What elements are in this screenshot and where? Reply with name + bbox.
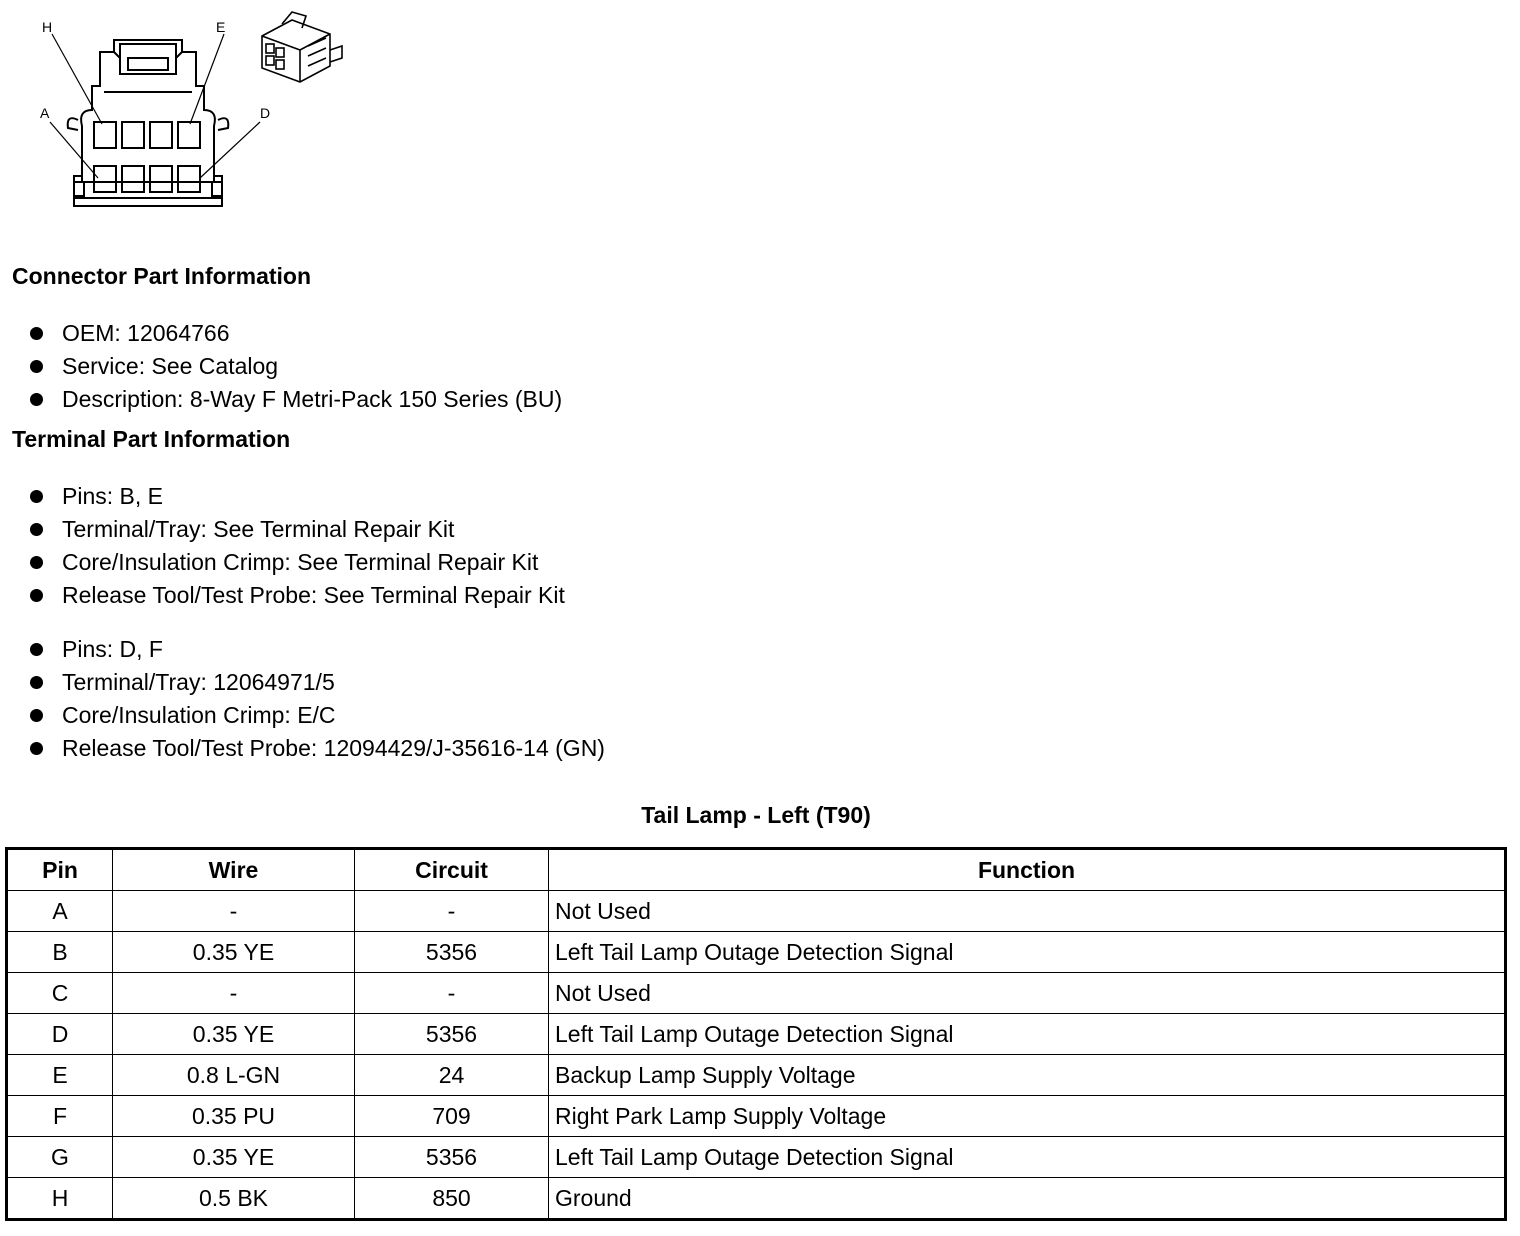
connector-diagram [30,6,360,218]
cell-circuit: - [355,891,549,932]
list-item: Terminal/Tray: See Terminal Repair Kit [28,513,565,546]
header-pin: Pin [7,849,113,891]
cell-pin: F [7,1096,113,1137]
cell-circuit: 5356 [355,1137,549,1178]
header-circuit: Circuit [355,849,549,891]
cell-circuit: 24 [355,1055,549,1096]
table-row [7,1055,1506,1096]
list-item: Service: See Catalog [28,350,562,383]
list-item: OEM: 12064766 [28,317,562,350]
cell-wire: 0.35 YE [113,1137,355,1178]
table-row [7,1137,1506,1178]
pin-label-H: H [42,19,53,35]
pin-label-D: D [260,105,271,121]
cell-pin: H [7,1178,113,1220]
list-item: Core/Insulation Crimp: See Terminal Repair Kit [28,546,565,579]
cell-pin: A [7,891,113,932]
table-row [7,1014,1506,1055]
list-item: Pins: B, E [28,480,565,513]
table-row [7,973,1506,1014]
cell-wire: 0.8 L-GN [113,1055,355,1096]
terminal-info-list-2 [28,633,605,765]
list-item: Description: 8-Way F Metri-Pack 150 Series (BU) [28,383,562,416]
cell-circuit: - [355,973,549,1014]
cavity-A [94,166,116,192]
cavity-D [178,166,200,192]
cell-function: Not Used [549,973,1506,1014]
list-item: Core/Insulation Crimp: E/C [28,699,605,732]
cavity-H [94,122,116,148]
cell-function: Not Used [549,891,1506,932]
table-header-row [7,849,1506,891]
cell-wire: 0.35 YE [113,1014,355,1055]
cell-pin: E [7,1055,113,1096]
terminal-info-title: Terminal Part Information [12,426,291,452]
cell-wire: - [113,891,355,932]
connector-info-list [28,317,562,416]
cavity-F [150,122,172,148]
cell-function: Backup Lamp Supply Voltage [549,1055,1506,1096]
pinout-table [5,847,1507,1221]
list-item: Pins: D, F [28,633,605,666]
table-row [7,1178,1506,1220]
cavity-B [122,166,144,192]
cell-wire: 0.35 YE [113,932,355,973]
table-row [7,1096,1506,1137]
cell-circuit: 5356 [355,932,549,973]
cell-circuit: 5356 [355,1014,549,1055]
cell-wire: 0.5 BK [113,1178,355,1220]
cavity-C [150,166,172,192]
list-item: Terminal/Tray: 12064971/5 [28,666,605,699]
cell-pin: D [7,1014,113,1055]
header-function: Function [549,849,1506,891]
header-wire: Wire [113,849,355,891]
cell-function: Right Park Lamp Supply Voltage [549,1096,1506,1137]
list-item: Release Tool/Test Probe: See Terminal Repair Kit [28,579,565,612]
cell-wire: - [113,973,355,1014]
pin-label-A: A [40,105,50,121]
cavity-G [122,122,144,148]
cell-pin: B [7,932,113,973]
pin-label-E: E [216,19,226,35]
cell-function: Left Tail Lamp Outage Detection Signal [549,1014,1506,1055]
connector-info-title: Connector Part Information [12,263,312,289]
cell-circuit: 709 [355,1096,549,1137]
table-row [7,891,1506,932]
cell-function: Left Tail Lamp Outage Detection Signal [549,1137,1506,1178]
table-row [7,932,1506,973]
cavity-E [178,122,200,148]
cell-circuit: 850 [355,1178,549,1220]
connector-3d-icon [262,12,342,82]
cell-function: Ground [549,1178,1506,1220]
cell-pin: C [7,973,113,1014]
terminal-info-list-1 [28,480,565,612]
table-title: Tail Lamp - Left (T90) [641,802,871,828]
list-item: Release Tool/Test Probe: 12094429/J-35616-14 (GN) [28,732,605,765]
cell-pin: G [7,1137,113,1178]
cell-wire: 0.35 PU [113,1096,355,1137]
cell-function: Left Tail Lamp Outage Detection Signal [549,932,1506,973]
